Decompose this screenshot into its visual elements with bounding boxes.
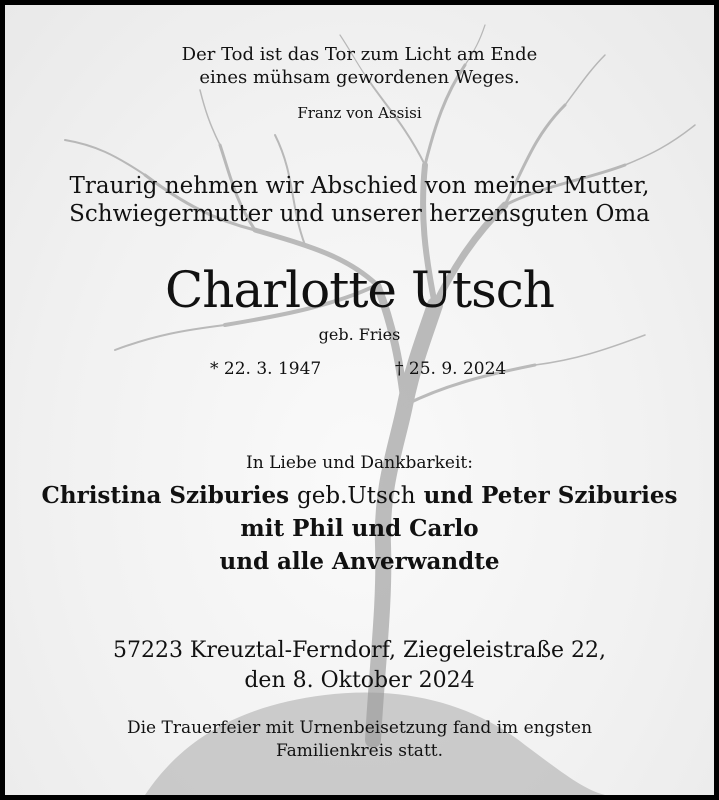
date-line: den 8. Oktober 2024 <box>244 668 475 693</box>
quote-line-1: Der Tod ist das Tor zum Licht am Ende <box>181 44 538 65</box>
mourner-name-christina: Christina Sziburies <box>41 482 290 509</box>
maiden-name: geb. Fries <box>318 325 401 344</box>
thanks-heading: In Liebe und Dankbarkeit: <box>246 453 473 473</box>
funeral-note-line-1: Die Trauerfeier mit Urnenbeisetzung fand im engsten <box>126 718 593 738</box>
mourners-line-3: und alle Anverwandte <box>219 548 500 575</box>
mourner-maiden-name: geb.Utsch <box>297 483 416 509</box>
mourners-line-1 <box>5 479 714 513</box>
quote-author: Franz von Assisi <box>297 104 422 122</box>
funeral-note-line-2: Familienkreis statt. <box>275 741 444 761</box>
quote-line-2: eines mühsam gewordenen Weges. <box>199 67 520 88</box>
mourner-name-peter: und Peter Sziburies <box>423 482 678 509</box>
deceased-name: Charlotte Utsch <box>164 261 555 319</box>
mourners-line-2: mit Phil und Carlo <box>240 515 479 542</box>
birth-date: * 22. 3. 1947 <box>210 359 322 379</box>
address-line: 57223 Kreuztal-Ferndorf, Ziegeleistraße 22, <box>112 638 607 663</box>
intro-line-1: Traurig nehmen wir Abschied von meiner Mutter, <box>69 173 650 199</box>
intro-line-2: Schwiegermutter und unserer herzensguten Oma <box>69 201 650 227</box>
death-date: † 25. 9. 2024 <box>395 359 507 379</box>
